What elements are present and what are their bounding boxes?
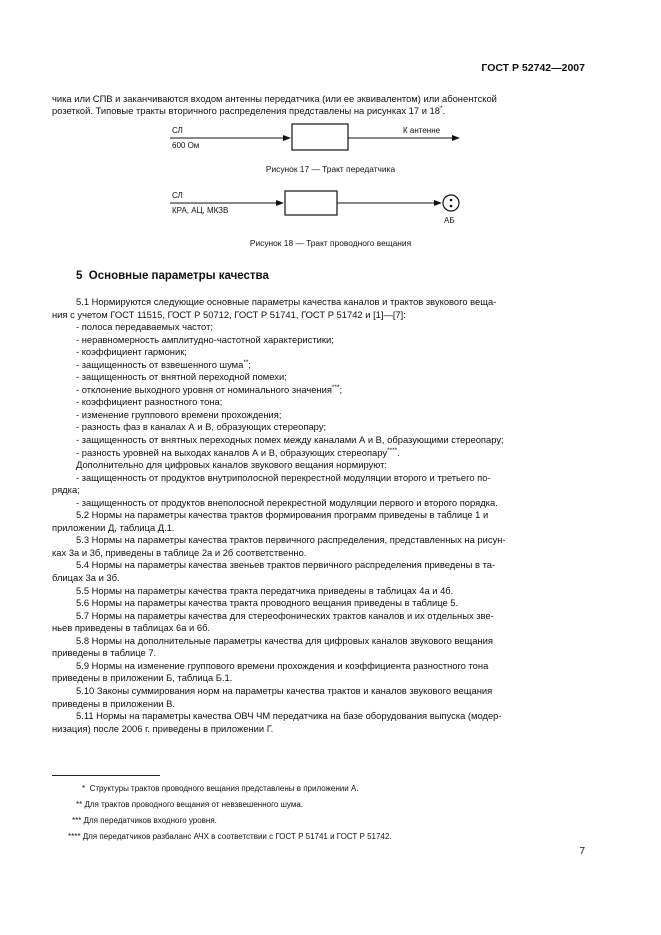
- param-item: - защищенность от взвешенного шума**;: [76, 358, 251, 370]
- fig18-output-arrow: [434, 200, 442, 206]
- param-item: - разность уровней на выходах каналов А и В, образующих стереопару****.: [76, 446, 400, 458]
- section-number: 5: [76, 270, 83, 282]
- digital-item-1-line2: рядка;: [52, 484, 80, 496]
- p58-line2: приведены в таблице 7.: [52, 647, 157, 659]
- figure-17-diagram: [0, 118, 661, 158]
- p56: 5.6 Нормы на параметры качества тракта проводного вещания приведены в таблице 5.: [76, 597, 459, 609]
- footnote-4: **** Для передатчиков разбаланс АЧХ в соответствии с ГОСТ Р 51741 и ГОСТ Р 51742.: [68, 832, 392, 841]
- fig18-input-bottom-label: КРА, АЦ, МКЗВ: [172, 206, 229, 215]
- section-title: Основные параметры качества: [88, 270, 269, 282]
- p510-line1: 5.10 Законы суммирования норм на параметры качества трактов и каналов звукового вещания: [76, 684, 493, 696]
- fig17-output-arrow: [452, 135, 460, 141]
- p57-line1: 5.7 Нормы на параметры качества для стереофонических трактов каналов и их отдельных зве-: [76, 609, 494, 621]
- param-item: - защищенность от внятных переходных помех между каналами А и В, образующими стереопару;: [76, 434, 504, 446]
- fig18-subscriber-circle: [443, 195, 459, 211]
- p510-line2: приведены в приложении В.: [52, 697, 176, 709]
- figure-18-diagram: [0, 183, 661, 231]
- figure-18-caption: Рисунок 18 — Тракт проводного вещания: [249, 238, 412, 248]
- p59-line2: приведены в приложении Б, таблица Б.1.: [52, 672, 233, 684]
- footnote-2: ** Для трактов проводного вещания от невзвешенного шума.: [76, 800, 303, 809]
- param-item: - неравномерность амплитудно-частотной характеристики;: [76, 333, 334, 345]
- intro-line-1: чика или СПВ и заканчиваются входом антенны передатчика (или ее эквивалентом) или абонентской: [52, 93, 497, 104]
- p53-line2: ках 3а и 3б, приведены в таблице 2а и 2б соответственно.: [52, 546, 307, 558]
- param-item: - коэффициент гармоник;: [76, 346, 187, 358]
- p51-line1: 5.1 Нормируются следующие основные параметры качества каналов и трактов звукового веща-: [76, 296, 497, 307]
- intro-line-2-end: .: [442, 105, 446, 117]
- fig18-subscriber-label: АБ: [444, 216, 455, 225]
- digital-intro: Дополнительно для цифровых каналов звукового вещания нормируют:: [76, 459, 387, 471]
- param-item: - защищенность от внятной переходной помехи;: [76, 371, 287, 383]
- p52-line2: приложении Д, таблица Д.1.: [52, 521, 175, 533]
- p57-line2: ньев приведены в таблицах 6а и 6б.: [52, 622, 211, 634]
- footnote-3: *** Для передатчиков входного уровня.: [72, 816, 217, 825]
- p59-line1: 5.9 Нормы на изменение группового времени прохождения и коэффициента разностного тона: [76, 659, 489, 671]
- page-number: 7: [579, 846, 585, 857]
- fig18-subscriber-dot-bottom: [450, 205, 453, 208]
- intro-paragraph: [52, 93, 610, 118]
- p55: 5.5 Нормы на параметры качества тракта передатчика приведены в таблицах 4а и 4б.: [76, 584, 454, 596]
- section-heading: [76, 270, 269, 282]
- section-body: [52, 296, 610, 735]
- digital-item-1-line1: - защищенность от продуктов внутриполосной перекрестной модуляции второго и третьего по-: [76, 471, 491, 483]
- p511-line2: низация) после 2006 г. приведены в приложении Г.: [52, 722, 274, 734]
- figure-17-caption: Рисунок 17 — Тракт передатчика: [265, 164, 396, 174]
- fig18-wire-block: [285, 191, 337, 215]
- p54-line2: блицах 3а и 3б.: [52, 572, 120, 584]
- p53-line1: 5.3 Нормы на параметры качества трактов первичного распределения, представленных на рисун-: [76, 534, 506, 546]
- footnote-1: * Структуры трактов проводного вещания представлены в приложении А.: [82, 784, 359, 793]
- param-item: - разность фаз в каналах А и В, образующих стереопару;: [76, 421, 327, 433]
- param-item: - изменение группового времени прохождения;: [76, 408, 282, 420]
- document-header: ГОСТ Р 52742—2007: [481, 62, 585, 74]
- p54-line1: 5.4 Нормы на параметры качества звеньев трактов первичного распределения приведены в та-: [76, 559, 496, 571]
- fig18-input-arrow: [276, 200, 284, 206]
- fig17-output-label: К антенне: [403, 126, 441, 135]
- p511-line1: 5.11 Нормы на параметры качества ОВЧ ЧМ передатчика на базе оборудования выпуска (модер-: [76, 710, 502, 722]
- param-item: - полоса передаваемых частот;: [76, 321, 213, 333]
- param-item: - отклонение выходного уровня от номинального значения***;: [76, 383, 343, 395]
- intro-line-2: розеткой. Типовые тракты вторичного распределения представлены на рисунках 17 и 18: [52, 105, 440, 117]
- p58-line1: 5.8 Нормы на дополнительные параметры качества для цифровых каналов звукового вещания: [76, 634, 493, 646]
- footnote-ref-1: *: [439, 105, 443, 113]
- digital-item-2: - защищенность от продуктов внеполосной перекрестной модуляции первого и второго порядка.: [76, 496, 498, 508]
- p51-line2: ния с учетом ГОСТ 11515, ГОСТ Р 50712, ГОСТ Р 51741, ГОСТ Р 51742 и [1]—[7]:: [52, 308, 406, 320]
- fig17-input-bottom-label: 600 Ом: [172, 141, 200, 150]
- footnote-divider: [52, 775, 160, 776]
- fig17-transmitter-block: [292, 124, 348, 150]
- p52-line1: 5.2 Нормы на параметры качества трактов формирования программ приведены в таблице 1 и: [76, 509, 489, 521]
- fig17-input-top-label: СЛ: [172, 126, 183, 135]
- fig17-input-arrow: [283, 135, 291, 141]
- fig18-subscriber-dot-top: [450, 199, 453, 202]
- param-item: - коэффициент разностного тона;: [76, 396, 223, 408]
- fig18-input-top-label: СЛ: [172, 191, 183, 200]
